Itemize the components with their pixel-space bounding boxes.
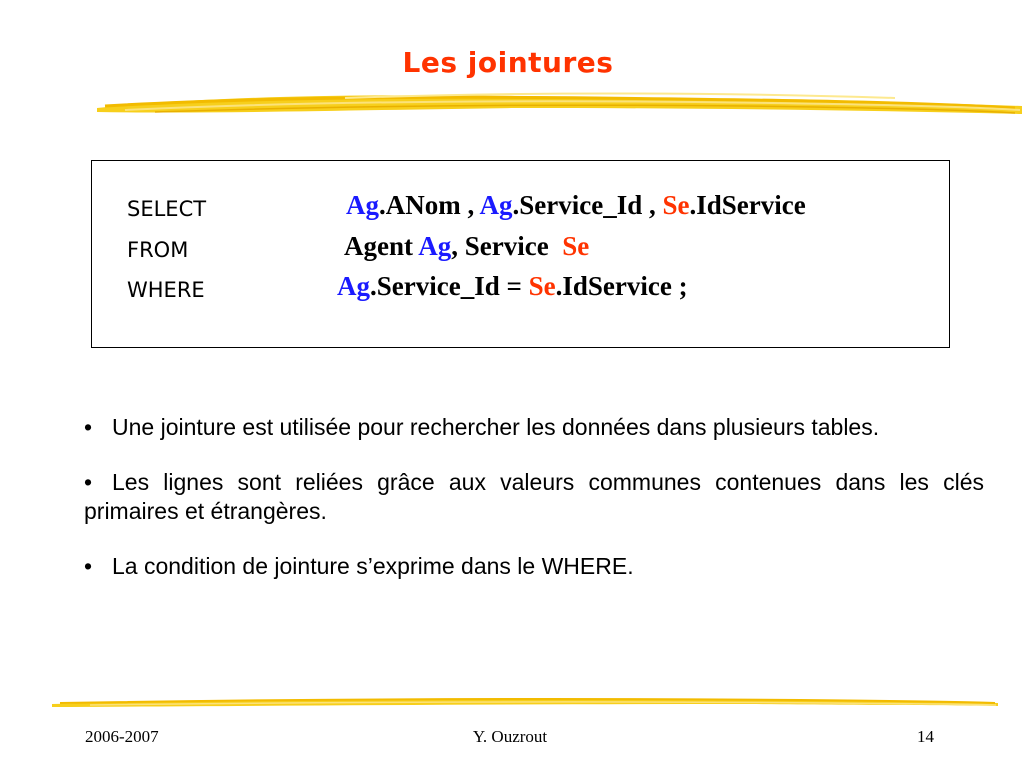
bullet-item — [84, 552, 984, 581]
footer-page-number: 14 — [917, 727, 934, 746]
sql-keyword-from: FROM — [127, 238, 189, 262]
footer-year: 2006-2007 — [85, 727, 159, 746]
clause-text: .Service_Id , — [512, 190, 663, 220]
alias-ag: Ag — [346, 190, 379, 220]
bullet-text: La condition de jointure s’exprime dans le WHERE. — [112, 553, 634, 579]
sql-from-clause — [344, 231, 589, 262]
slide-title: Les jointures — [402, 46, 614, 79]
decorative-brush-stroke-top — [95, 86, 1024, 126]
sql-keyword-select: SELECT — [127, 197, 207, 221]
sql-where-clause — [337, 271, 688, 302]
bullet-item — [84, 413, 984, 442]
clause-text: .Service_Id = — [370, 271, 529, 301]
bullet-mark: • — [84, 414, 93, 440]
sql-select-clause — [346, 190, 806, 221]
sql-keyword-where: WHERE — [127, 278, 205, 302]
bullet-item — [84, 468, 984, 526]
alias-se: Se — [528, 271, 556, 301]
alias-ag: Ag — [418, 231, 452, 261]
clause-text: .ANom , — [379, 190, 480, 220]
alias-ag: Ag — [337, 271, 370, 301]
bullet-text: Une jointure est utilisée pour rechercher les données dans plusieurs tables. — [112, 414, 880, 440]
alias-ag: Ag — [479, 190, 513, 220]
clause-text: Agent — [344, 231, 419, 261]
bullet-mark: • — [84, 469, 93, 495]
sql-query-box — [91, 160, 950, 348]
alias-se: Se — [662, 190, 690, 220]
footer-author: Y. Ouzrout — [472, 727, 548, 746]
bullet-list — [84, 413, 984, 607]
bullet-text: Les lignes sont reliées grâce aux valeurs communes contenues dans les clés primaires et étrangères. — [84, 469, 984, 524]
decorative-brush-stroke-bottom — [50, 692, 1000, 712]
bullet-mark: • — [84, 553, 93, 579]
clause-text: , Service — [451, 231, 563, 261]
alias-se: Se — [562, 231, 590, 261]
clause-text: .IdService — [689, 190, 806, 220]
clause-text: .IdService ; — [555, 271, 688, 301]
